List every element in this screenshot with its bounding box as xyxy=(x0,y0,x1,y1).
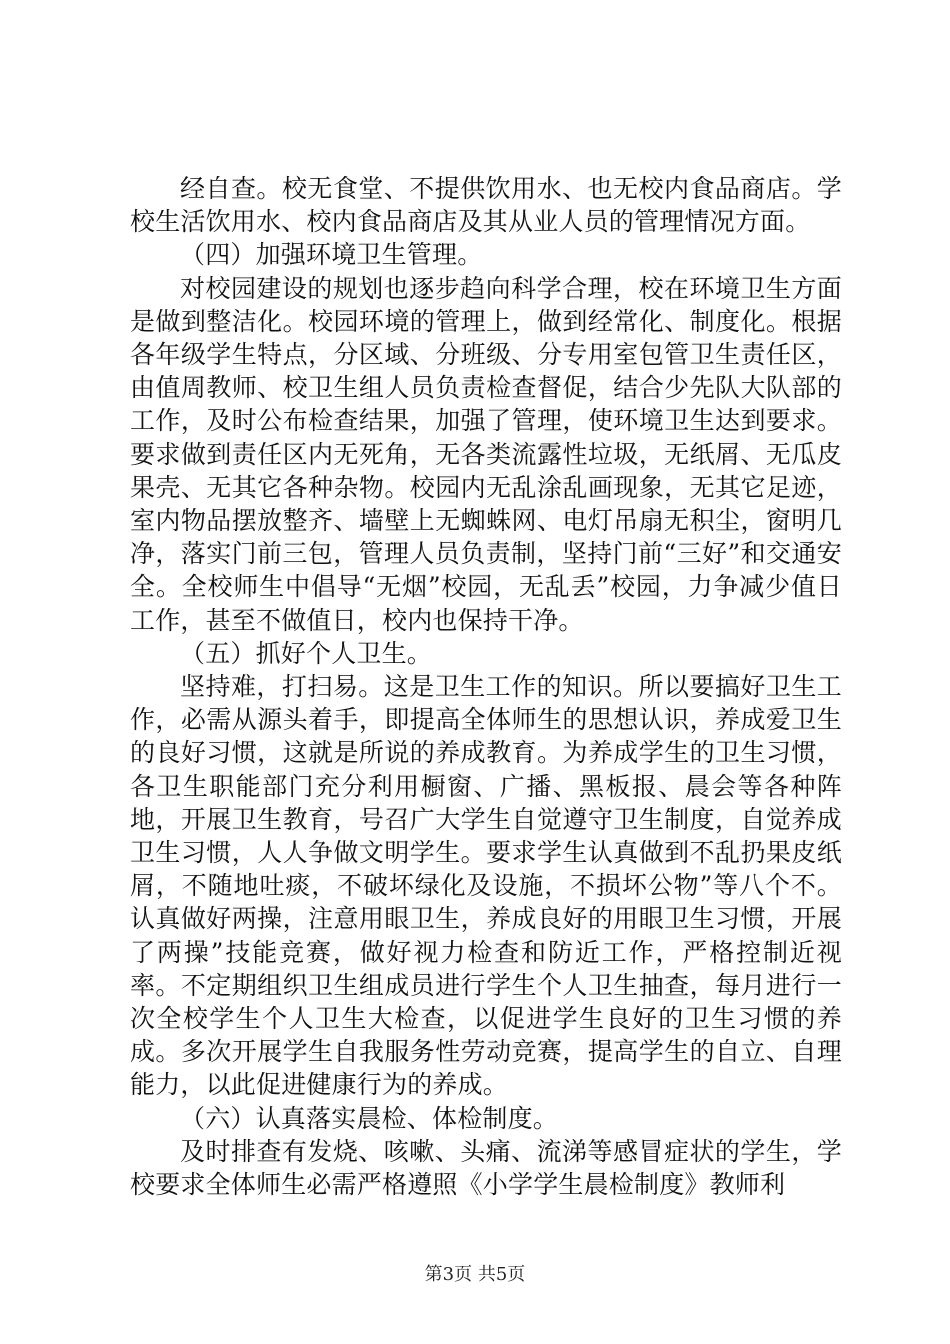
paragraph-morning-check: 及时排查有发烧、咳嗽、头痛、流涕等感冒症状的学生，学校要求全体师生必需严格遵照《小学学生晨检制度》教师利 xyxy=(130,1136,842,1200)
paragraph-personal-hygiene: 坚持难，打扫易。这是卫生工作的知识。所以要搞好卫生工作，必需从源头着手，即提高全体师生的思想认识，养成爱卫生的良好习惯，这就是所说的养成教育。为养成学生的卫生习惯，各卫生职能部门充分利用橱窗、广播、黑板报、晨会等各种阵地，开展卫生教育，号召广大学生自觉遵守卫生制度，自觉养成卫生习惯，人人争做文明学生。要求学生认真做到不乱扔果皮纸屑，不随地吐痰，不破坏绿化及设施，不损坏公物”等八个不。认真做好两操，注意用眼卫生，养成良好的用眼卫生习惯，开展了两操”技能竞赛，做好视力检查和防近工作，严格控制近视率。不定期组织卫生组成员进行学生个人卫生抽查，每月进行一次全校学生个人卫生大检查，以促进学生良好的卫生习惯的养成。多次开展学生自我服务性劳动竞赛，提高学生的自立、自理能力，以此促进健康行为的养成。 xyxy=(130,672,842,1100)
paragraph-environment-hygiene: 对校园建设的规划也逐步趋向科学合理，校在环境卫生方面是做到整洁化。校园环境的管理上，做到经常化、制度化。根据各年级学生特点，分区域、分班级、分专用室包管卫生责任区，由值周教师、校卫生组人员负责检查督促，结合少先队大队部的工作，及时公布检查结果，加强了管理，使环境卫生达到要求。要求做到责任区内无死角，无各类流露性垃圾，无纸屑、无瓜皮果壳、无其它各种杂物。校园内无乱涂乱画现象，无其它足迹，室内物品摆放整齐、墙壁上无蜘蛛网、电灯吊扇无积尘，窗明几净，落实门前三包，管理人员负责制，坚持门前“三好”和交通安全。全校师生中倡导“无烟”校园，无乱丢”校园，力争减少值日工作，甚至不做值日，校内也保持干净。 xyxy=(130,273,842,635)
heading-morning-check: （六）认真落实晨检、体检制度。 xyxy=(180,1103,559,1133)
heading-personal-hygiene: （五）抓好个人卫生。 xyxy=(180,638,433,668)
heading-environment-hygiene: （四）加强环境卫生管理。 xyxy=(180,240,483,270)
page-footer: 第3页 共5页 xyxy=(424,1264,526,1285)
document-body xyxy=(130,172,842,1201)
paragraph-self-check: 经自查。校无食堂、不提供饮用水、也无校内食品商店。学校生活饮用水、校内食品商店及其从业人员的管理情况方面。 xyxy=(130,174,842,237)
